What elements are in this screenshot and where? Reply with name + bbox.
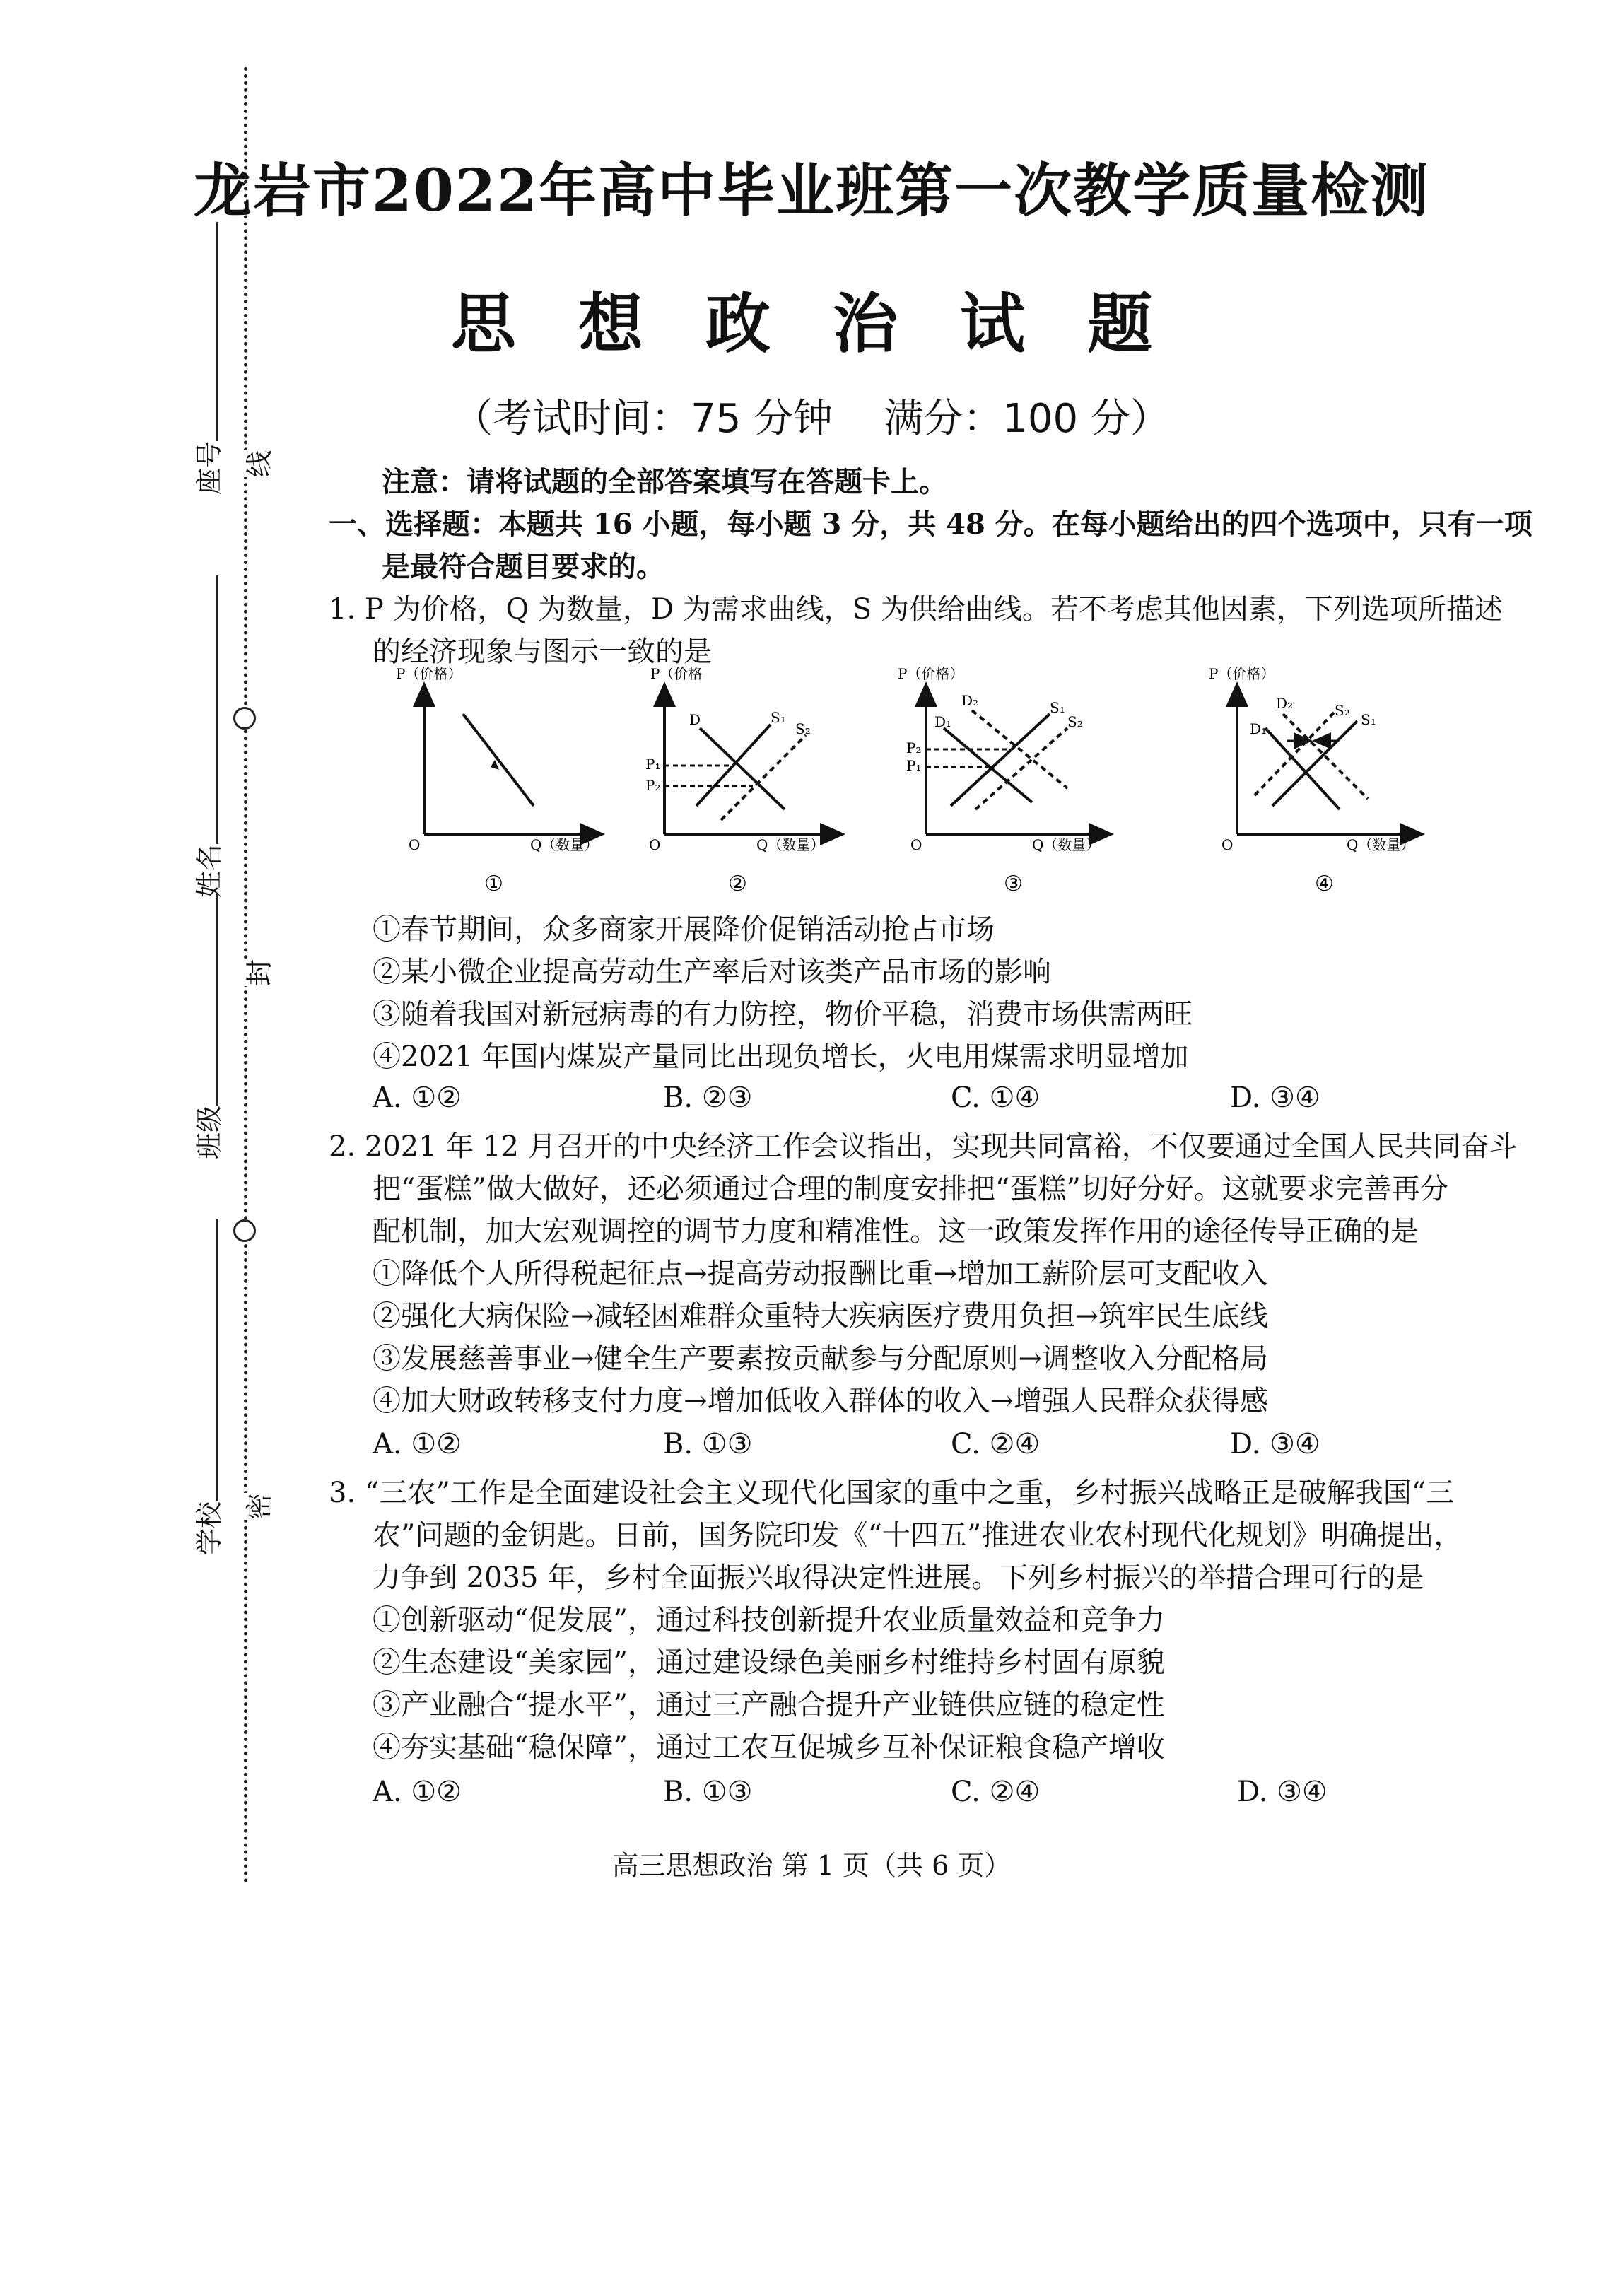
graph-2-p-axis: P（价格 bbox=[650, 665, 703, 682]
graph-3-p-axis: P（价格） bbox=[898, 665, 964, 682]
q1-stem-line1: 1. P 为价格，Q 为数量，D 为需求曲线，S 为供给曲线。若不考虑其他因素，下列选项所描述 bbox=[329, 593, 1503, 626]
q3-choice-c[interactable]: C. ②④ bbox=[951, 1776, 1041, 1808]
graph-3-origin: O bbox=[910, 836, 922, 853]
graph-2-origin: O bbox=[649, 836, 661, 853]
q1-choice-c[interactable]: C. ①④ bbox=[951, 1082, 1041, 1114]
q2-item-2: ②强化大病保险→减轻困难群众重特大疾病医疗费用负担→筑牢民生底线 bbox=[373, 1300, 1269, 1332]
q3-item-4: ④夯实基础“稳保障”，通过工农互促城乡互补保证粮食稳产增收 bbox=[373, 1731, 1165, 1764]
q3-choice-a[interactable]: A. ①② bbox=[373, 1776, 462, 1808]
binding-hole-top bbox=[233, 707, 256, 730]
graph-3 bbox=[898, 665, 1103, 896]
graph-3-d2: D₂ bbox=[961, 692, 979, 709]
seal-feng: 封 bbox=[238, 959, 276, 986]
exam-time: （考试时间：75 分钟 bbox=[453, 396, 833, 442]
q2-item-4: ④加大财政转移支付力度→增加低收入群体的收入→增强人民群众获得感 bbox=[373, 1385, 1269, 1417]
seal-mi: 密 bbox=[238, 1493, 276, 1520]
q2-choice-b[interactable]: B. ①③ bbox=[663, 1428, 753, 1460]
q3-stem-line3: 力争到 2035 年，乡村全面振兴取得决定性进展。下列乡村振兴的举措合理可行的是 bbox=[373, 1562, 1424, 1594]
q1-stem-line2: 的经济现象与图示一致的是 bbox=[373, 636, 712, 668]
graph-2-label: ② bbox=[728, 872, 747, 896]
q1-choice-d[interactable]: D. ③④ bbox=[1230, 1082, 1320, 1114]
field-school-label: 学校 bbox=[194, 1501, 225, 1555]
graph-4-d2: D₂ bbox=[1276, 695, 1294, 712]
graph-4-s1: S₁ bbox=[1361, 711, 1376, 728]
graph-2-d: D bbox=[689, 711, 701, 728]
q3-choice-b[interactable]: B. ①③ bbox=[663, 1776, 753, 1808]
q2-item-3: ③发展慈善事业→健全生产要素按贡献参与分配原则→调整收入分配格局 bbox=[373, 1342, 1269, 1375]
graph-4-origin: O bbox=[1221, 836, 1234, 853]
q2-choice-d[interactable]: D. ③④ bbox=[1230, 1428, 1320, 1460]
q2-stem-line1: 2. 2021 年 12 月召开的中央经济工作会议指出，实现共同富裕，不仅要通过全国人民共同奋斗 bbox=[329, 1130, 1518, 1163]
graph-3-q-axis: Q（数量） bbox=[1032, 836, 1101, 853]
graph-3-d1: D₁ bbox=[934, 713, 952, 730]
graph-4-d1: D₁ bbox=[1250, 720, 1267, 737]
q3-item-1: ①创新驱动“促发展”，通过科技创新提升农业质量效益和竞争力 bbox=[373, 1604, 1165, 1636]
graph-3-p1: P₁ bbox=[906, 757, 922, 774]
field-class-label: 班级 bbox=[194, 1105, 225, 1159]
graph-2-p2: P₂ bbox=[645, 777, 661, 794]
q3-stem-line1: 3. “三农”工作是全面建设社会主义现代化国家的重中之重，乡村振兴战略正是破解我国“三 bbox=[329, 1477, 1455, 1509]
graph-4-s2: S₂ bbox=[1335, 702, 1350, 719]
graph-1 bbox=[396, 665, 598, 896]
q1-item-2: ②某小微企业提高劳动生产率后对该类产品市场的影响 bbox=[373, 956, 1051, 988]
graph-1-origin: O bbox=[409, 836, 421, 853]
graph-2-s1: S₁ bbox=[771, 709, 786, 726]
exam-info bbox=[0, 387, 1623, 444]
exam-title: 龙岩市2022年高中毕业班第一次教学质量检测 bbox=[193, 157, 1430, 225]
graph-4-label: ④ bbox=[1315, 872, 1334, 896]
seal-xian: 线 bbox=[238, 450, 276, 477]
binding-hole-bottom bbox=[233, 1219, 256, 1242]
q2-choice-a[interactable]: A. ①② bbox=[373, 1428, 462, 1460]
section1-line1: 一、选择题：本题共 16 小题，每小题 3 分，共 48 分。在每小题给出的四个选项中，只有一项 bbox=[329, 508, 1533, 541]
graph-2-p1: P₁ bbox=[645, 756, 661, 773]
graph-4-p-axis: P（价格） bbox=[1209, 665, 1275, 682]
graph-2-q-axis: Q（数量） bbox=[756, 836, 825, 853]
graph-3-p2: P₂ bbox=[906, 739, 922, 756]
graph-2 bbox=[645, 665, 834, 896]
graph-1-p-axis: P（价格） bbox=[396, 665, 462, 682]
exam-score: 满分：100 分） bbox=[884, 396, 1170, 442]
graph-3-s2: S₂ bbox=[1067, 713, 1083, 730]
graph-3-s1: S₁ bbox=[1050, 699, 1065, 716]
q1-item-3: ③随着我国对新冠病毒的有力防控，物价平稳，消费市场供需两旺 bbox=[373, 998, 1193, 1031]
graph-4-q-axis: Q（数量） bbox=[1347, 836, 1415, 853]
field-name[interactable] bbox=[187, 575, 226, 898]
field-name-label: 姓名 bbox=[194, 843, 225, 898]
q1-item-1: ①春节期间，众多商家开展降价促销活动抢占市场 bbox=[373, 913, 995, 946]
graph-2-s2: S₂ bbox=[795, 720, 811, 737]
q1-item-4: ④2021 年国内煤炭产量同比出现负增长，火电用煤需求明显增加 bbox=[373, 1041, 1189, 1073]
q1-graphs bbox=[353, 657, 1456, 912]
q2-item-1: ①降低个人所得税起征点→提高劳动报酬比重→增加工薪阶层可支配收入 bbox=[373, 1258, 1269, 1290]
q3-item-2: ②生态建设“美家园”，通过建设绿色美丽乡村维持乡村固有原貌 bbox=[373, 1646, 1165, 1679]
q3-choice-d[interactable]: D. ③④ bbox=[1237, 1776, 1328, 1808]
q3-stem-line2: 农”问题的金钥匙。日前，国务院印发《“十四五”推进农业农村现代化规划》明确提出， bbox=[373, 1519, 1463, 1552]
exam-subtitle: 思 想 政 治 试 题 bbox=[450, 286, 1173, 362]
field-class[interactable] bbox=[187, 894, 226, 1159]
graph-1-label: ① bbox=[484, 872, 503, 896]
page-footer: 高三思想政治 第 1 页（共 6 页） bbox=[611, 1850, 1012, 1881]
q1-choice-b[interactable]: B. ②③ bbox=[663, 1082, 753, 1114]
graph-1-q-axis: Q（数量） bbox=[530, 836, 599, 853]
q2-choice-c[interactable]: C. ②④ bbox=[951, 1428, 1041, 1460]
field-seat-label: 座号 bbox=[194, 440, 225, 495]
q3-item-3: ③产业融合“提水平”，通过三产融合提升产业链供应链的稳定性 bbox=[373, 1689, 1165, 1721]
field-school[interactable] bbox=[187, 1219, 226, 1555]
q1-choice-a[interactable]: A. ①② bbox=[373, 1082, 462, 1114]
q2-stem-line2: 把“蛋糕”做大做好，还必须通过合理的制度安排把“蛋糕”切好分好。这就要求完善再分 bbox=[373, 1173, 1448, 1205]
q2-stem-line3: 配机制，加大宏观调控的调节力度和精准性。这一政策发挥作用的途径传导正确的是 bbox=[373, 1215, 1419, 1248]
section1-line2: 是最符合题目要求的。 bbox=[382, 550, 664, 583]
notice: 注意：请将试题的全部答案填写在答题卡上。 bbox=[382, 465, 947, 498]
graph-4 bbox=[1209, 665, 1414, 896]
graph-3-label: ③ bbox=[1004, 872, 1023, 896]
